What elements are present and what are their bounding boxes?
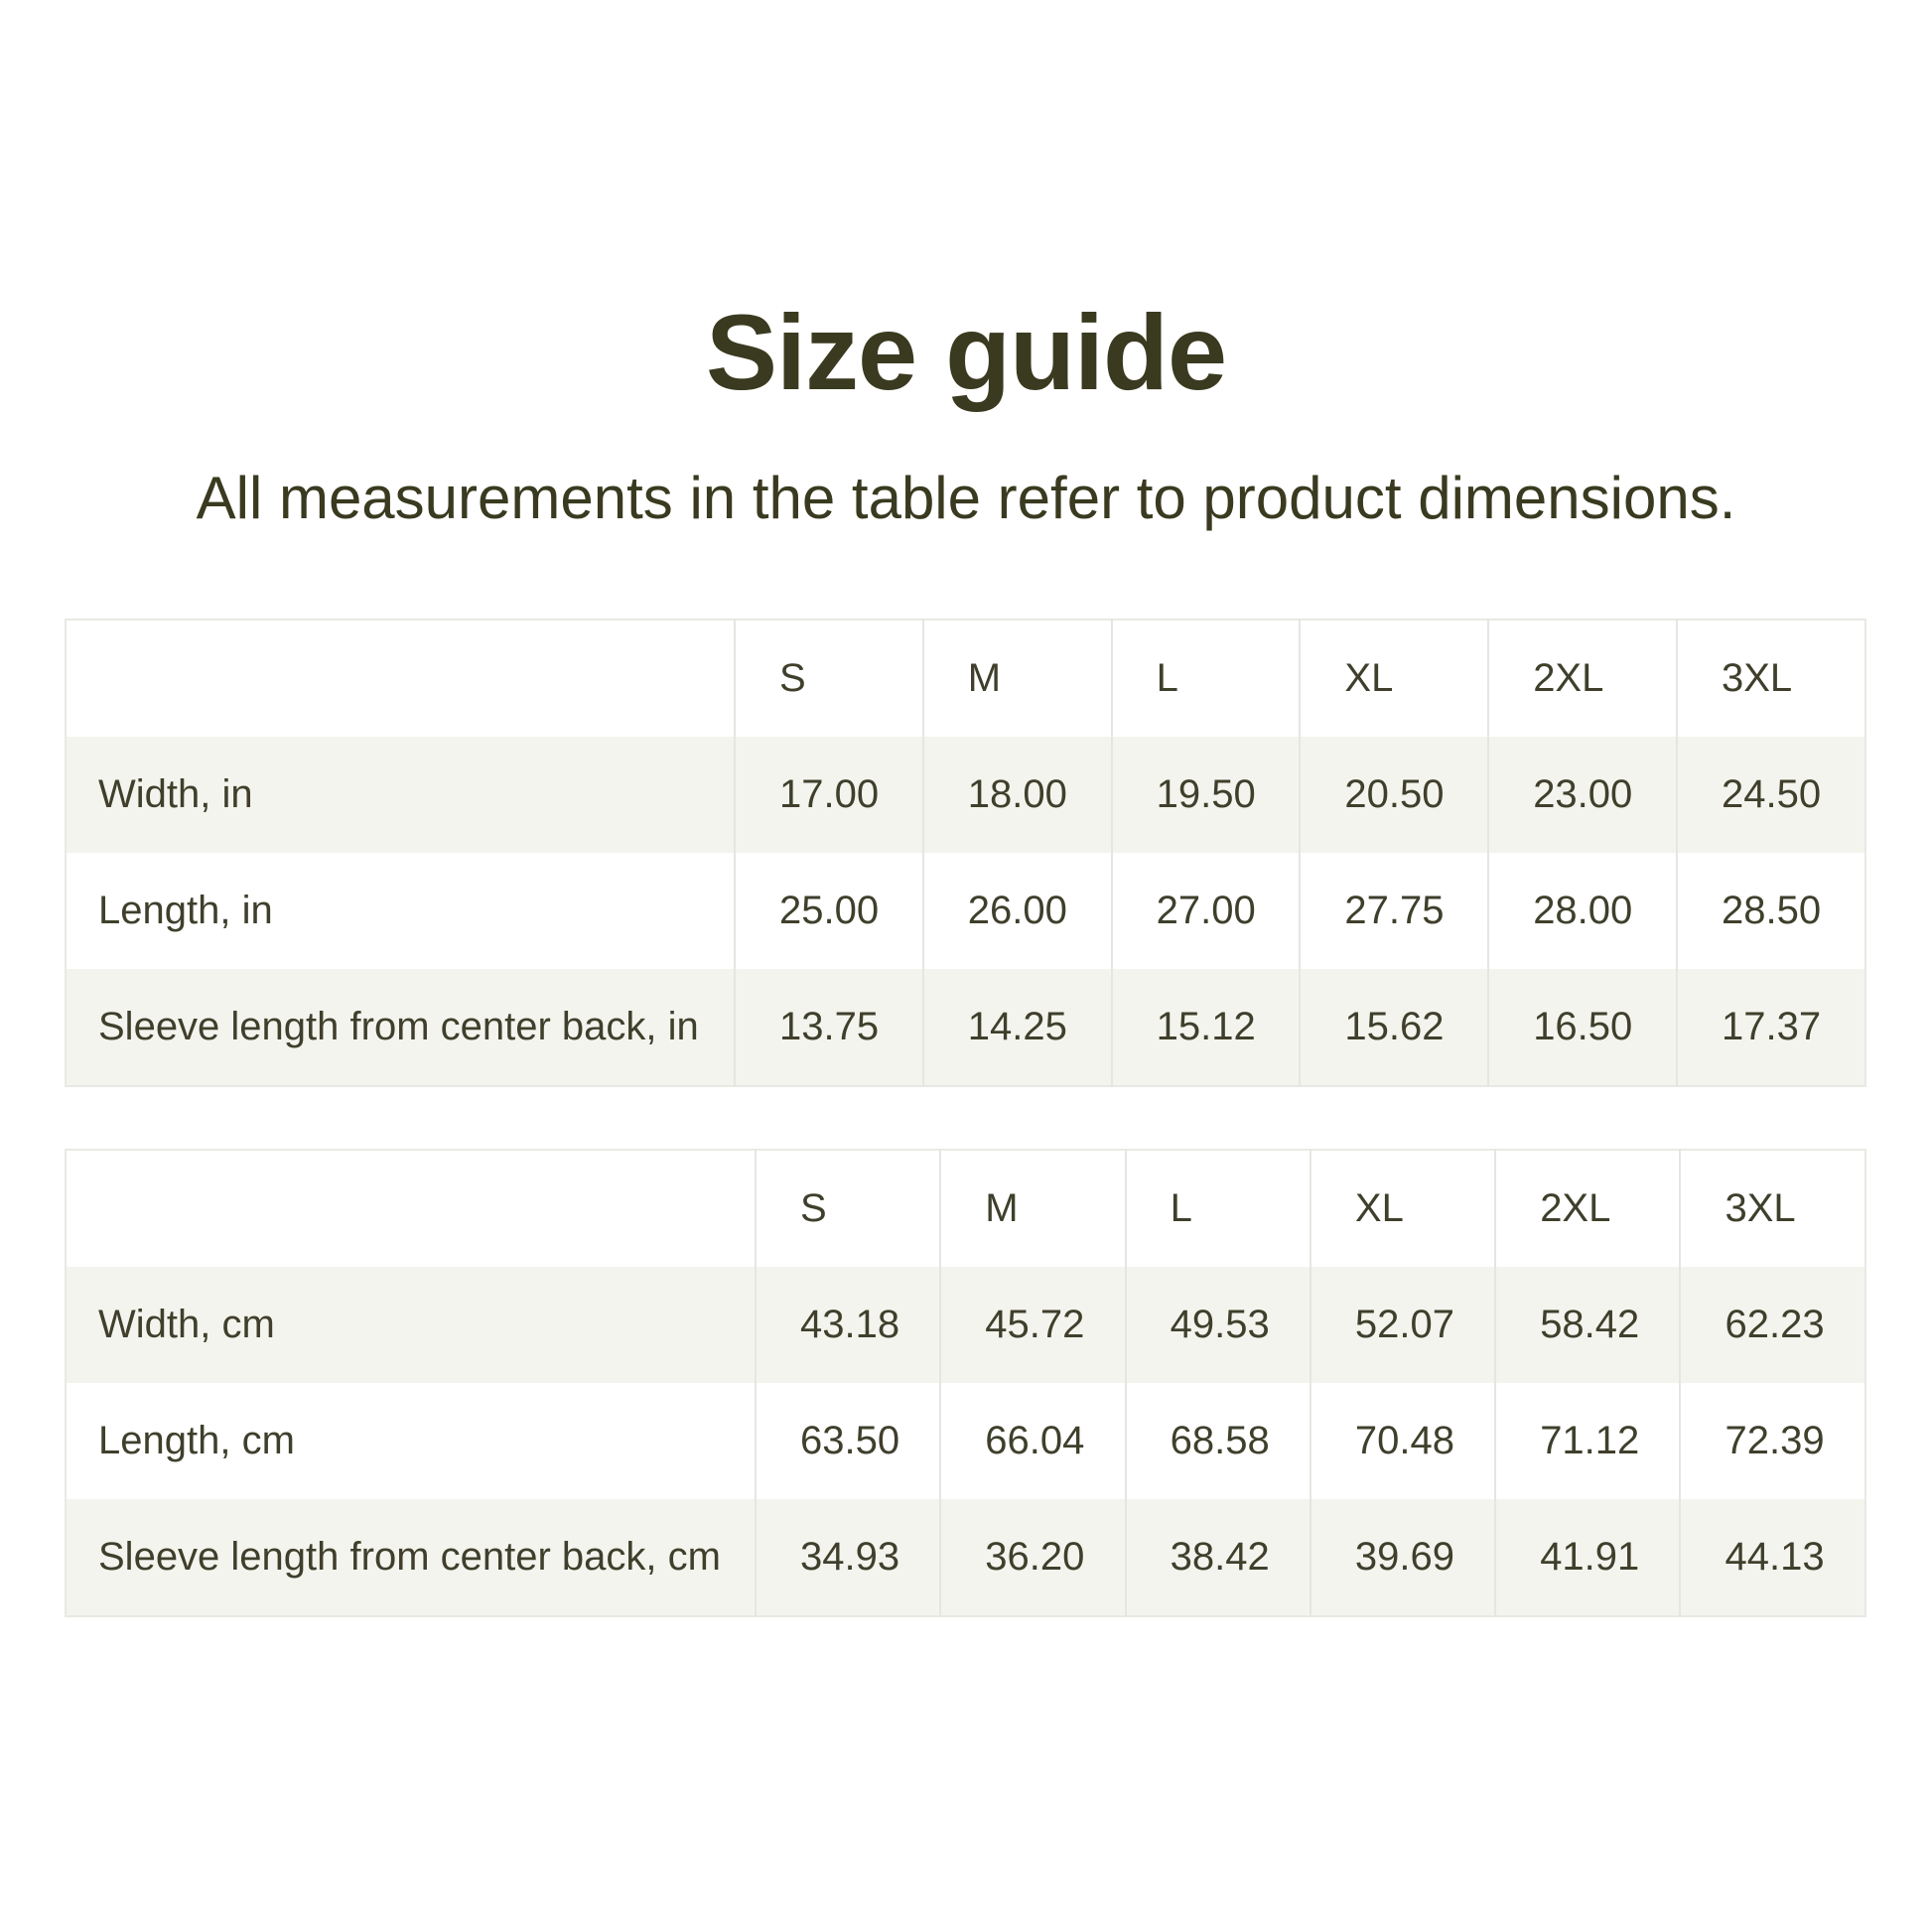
size-value: 58.42: [1495, 1267, 1680, 1383]
size-value: 62.23: [1680, 1267, 1864, 1383]
size-value: 24.50: [1677, 737, 1865, 853]
table-row: [66, 969, 1865, 1086]
column-header-s: S: [735, 620, 923, 737]
row-label: Sleeve length from center back, cm: [66, 1499, 756, 1616]
row-label: Sleeve length from center back, in: [66, 969, 735, 1086]
size-value: 18.00: [923, 737, 1112, 853]
table-row: [66, 1499, 1865, 1616]
size-table-inches: [65, 619, 1866, 1087]
size-value: 70.48: [1311, 1383, 1495, 1499]
size-value: 15.62: [1300, 969, 1488, 1086]
size-value: 28.00: [1488, 853, 1677, 969]
size-value: 27.00: [1112, 853, 1301, 969]
size-value: 20.50: [1300, 737, 1488, 853]
table-row: [66, 853, 1865, 969]
table-header-row: [66, 620, 1865, 737]
size-value: 23.00: [1488, 737, 1677, 853]
size-value: 71.12: [1495, 1383, 1680, 1499]
size-value: 34.93: [756, 1499, 940, 1616]
size-value: 36.20: [940, 1499, 1125, 1616]
size-value: 68.58: [1126, 1383, 1311, 1499]
row-label: Width, cm: [66, 1267, 756, 1383]
table-row: [66, 737, 1865, 853]
column-header-m: M: [940, 1150, 1125, 1267]
column-header-s: S: [756, 1150, 940, 1267]
size-table-centimeters: [65, 1149, 1866, 1617]
corner-cell: [66, 620, 735, 737]
size-value: 16.50: [1488, 969, 1677, 1086]
size-value: 38.42: [1126, 1499, 1311, 1616]
size-value: 52.07: [1311, 1267, 1495, 1383]
size-value: 49.53: [1126, 1267, 1311, 1383]
size-value: 39.69: [1311, 1499, 1495, 1616]
page-title: Size guide: [705, 292, 1227, 412]
size-value: 19.50: [1112, 737, 1301, 853]
size-value: 63.50: [756, 1383, 940, 1499]
size-value: 17.37: [1677, 969, 1865, 1086]
size-value: 15.12: [1112, 969, 1301, 1086]
size-value: 66.04: [940, 1383, 1125, 1499]
row-label: Width, in: [66, 737, 735, 853]
size-value: 25.00: [735, 853, 923, 969]
size-value: 44.13: [1680, 1499, 1864, 1616]
column-header-3xl: 3XL: [1680, 1150, 1864, 1267]
page-subtitle: All measurements in the table refer to product dimensions.: [196, 465, 1736, 531]
size-value: 43.18: [756, 1267, 940, 1383]
column-header-3xl: 3XL: [1677, 620, 1865, 737]
column-header-xl: XL: [1311, 1150, 1495, 1267]
column-header-l: L: [1112, 620, 1301, 737]
size-value: 17.00: [735, 737, 923, 853]
table-row: [66, 1383, 1865, 1499]
size-value: 45.72: [940, 1267, 1125, 1383]
row-label: Length, cm: [98, 1419, 295, 1462]
column-header-m: M: [923, 620, 1112, 737]
column-header-2xl: 2XL: [1495, 1150, 1680, 1267]
size-value: 13.75: [735, 969, 923, 1086]
size-value: 72.39: [1680, 1383, 1864, 1499]
size-value: 26.00: [923, 853, 1112, 969]
table-row: [66, 1267, 1865, 1383]
size-value: 14.25: [923, 969, 1112, 1086]
table-header-row: [66, 1150, 1865, 1267]
corner-cell: [66, 1150, 756, 1267]
column-header-xl: XL: [1300, 620, 1488, 737]
column-header-l: L: [1126, 1150, 1311, 1267]
size-value: 27.75: [1300, 853, 1488, 969]
size-value: 28.50: [1677, 853, 1865, 969]
size-value: 41.91: [1495, 1499, 1680, 1616]
column-header-2xl: 2XL: [1488, 620, 1677, 737]
row-label: Length, in: [98, 889, 273, 932]
